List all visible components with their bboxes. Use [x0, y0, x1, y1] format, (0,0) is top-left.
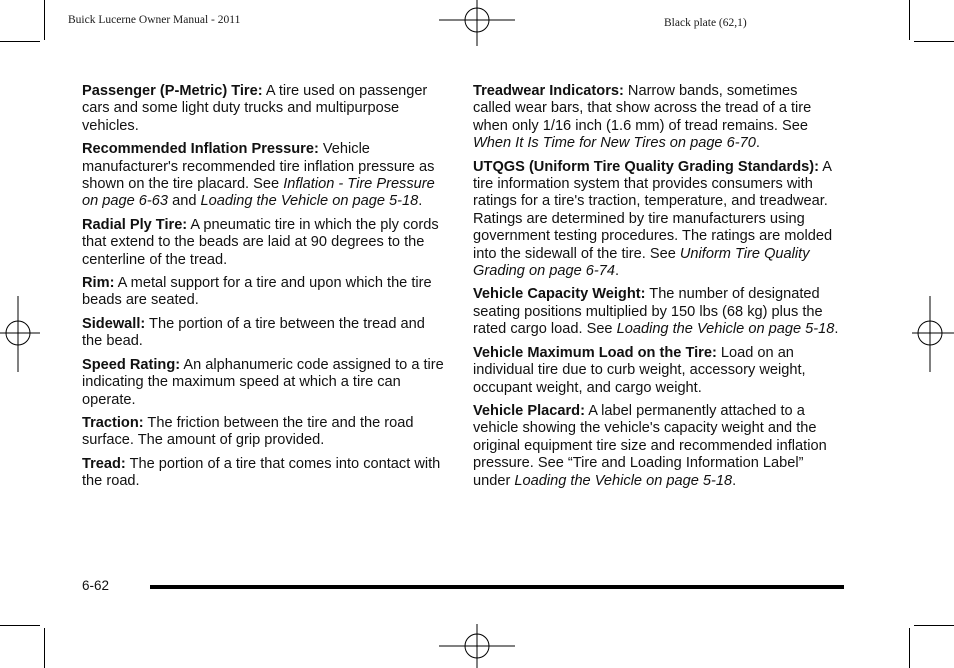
crop-mark-bottom-left-vertical [44, 628, 45, 668]
glossary-term: Vehicle Capacity Weight: [473, 286, 646, 303]
glossary-term: Vehicle Maximum Load on the Tire: [473, 344, 717, 361]
crop-mark-top-right-horizontal [914, 41, 954, 42]
header-plate-label: Black plate (62,1) [664, 17, 747, 29]
definition-text: . [615, 263, 620, 280]
definition-text: The friction between the tire and the road surface. The amount of grip provided. [82, 414, 414, 449]
cross-reference: Inflation - Tire Pressure on page 6-63 [82, 176, 435, 210]
registration-mark-bottom [439, 624, 515, 668]
definition-text: The portion of a tire that comes into contact with the road. [82, 455, 441, 490]
glossary-term: Tread: [82, 455, 126, 472]
glossary-term: UTQGS (Uniform Tire Quality Grading Standards): [473, 158, 819, 175]
definition-text: and [168, 193, 201, 210]
glossary-entry [473, 83, 839, 153]
definition-text: Load on an individual tire due to curb weight, accessory weight, occupant weight, and cargo weight. [473, 344, 806, 396]
crop-mark-top-left-horizontal [0, 41, 40, 42]
glossary-term: Rim: [82, 275, 115, 292]
glossary-entry [473, 403, 839, 490]
cross-reference: When It Is Time for New Tires on page 6-70 [473, 135, 756, 152]
glossary-entry [473, 345, 839, 397]
glossary-term: Traction: [82, 414, 144, 431]
glossary-entry [82, 217, 448, 269]
cross-reference: Loading the Vehicle on page 5-18 [616, 321, 835, 338]
glossary-entry [82, 141, 448, 211]
glossary-term: Radial Ply Tire: [82, 216, 188, 233]
glossary-right-column [473, 83, 839, 496]
crop-mark-top-right-vertical [909, 0, 910, 40]
registration-mark-right [912, 296, 954, 372]
definition-text: A tire used on passenger cars and some light duty trucks and multipurpose vehicles. [82, 83, 428, 134]
cross-reference: Uniform Tire Quality Grading on page 6-74 [473, 245, 810, 280]
definition-text: A tire information system that provides consumers with ratings for a tire's traction, temperature, and treadwear. Ratings are determined by tire manufacturers using government testing procedures. The ratings are molded into the sidewall of the tire. See [473, 158, 833, 262]
crop-mark-bottom-left-horizontal [0, 625, 40, 626]
registration-mark-top [439, 0, 515, 46]
definition-text: A label permanently attached to a vehicle showing the vehicle's capacity weight and the original equipment tire size and recommended inflation pressure. See “Tire and Loading Information Label” under [473, 402, 827, 489]
definition-text: A pneumatic tire in which the ply cords that extend to the beads are laid at 90 degrees to the centerline of the tread. [82, 216, 439, 268]
definition-text: . [834, 321, 839, 338]
cross-reference: Loading the Vehicle on page 5-18 [514, 472, 733, 489]
glossary-entry [473, 159, 839, 281]
definition-text: . [732, 472, 737, 489]
definition-text: Vehicle manufacturer's recommended tire inflation pressure as shown on the tire placard. See [82, 141, 435, 193]
crop-mark-bottom-right-vertical [909, 628, 910, 668]
crop-mark-top-left-vertical [44, 0, 45, 40]
footer-rule [150, 585, 844, 589]
definition-text: A metal support for a tire and upon which the tire beads are seated. [82, 275, 432, 309]
definition-text: . [418, 193, 423, 210]
header-manual-title: Buick Lucerne Owner Manual - 2011 [68, 14, 241, 26]
glossary-term: Passenger (P-Metric) Tire: [82, 83, 263, 99]
registration-mark-left [0, 296, 40, 372]
glossary-term: Vehicle Placard: [473, 402, 585, 419]
crop-mark-bottom-right-horizontal [914, 625, 954, 626]
glossary-entry [82, 83, 448, 135]
page-number: 6-62 [82, 578, 110, 593]
glossary-term: Treadwear Indicators: [473, 83, 624, 99]
glossary-entry [82, 275, 448, 310]
definition-text: Narrow bands, sometimes called wear bars, that show across the tread of a tire when only 1/16 inch (1.6 mm) of tread remains. See [473, 83, 812, 134]
glossary-entry [82, 357, 448, 409]
glossary-term: Sidewall: [82, 315, 146, 332]
glossary-entry [473, 286, 839, 338]
glossary-left-column [82, 83, 448, 497]
definition-text: The portion of a tire between the tread and the bead. [82, 315, 425, 350]
glossary-entry [82, 415, 448, 450]
glossary-entry [82, 456, 448, 491]
definition-text: . [755, 135, 760, 152]
glossary-entry [82, 316, 448, 351]
glossary-term: Recommended Inflation Pressure: [82, 141, 319, 158]
glossary-term: Speed Rating: [82, 356, 181, 373]
definition-text: An alphanumeric code assigned to a tire indicating the maximum speed at which a tire can operate. [82, 356, 444, 408]
definition-text: The number of designated seating positions multiplied by 150 lbs (68 kg) plus the rated cargo load. See [473, 286, 823, 338]
cross-reference: Loading the Vehicle on page 5-18 [200, 193, 419, 210]
